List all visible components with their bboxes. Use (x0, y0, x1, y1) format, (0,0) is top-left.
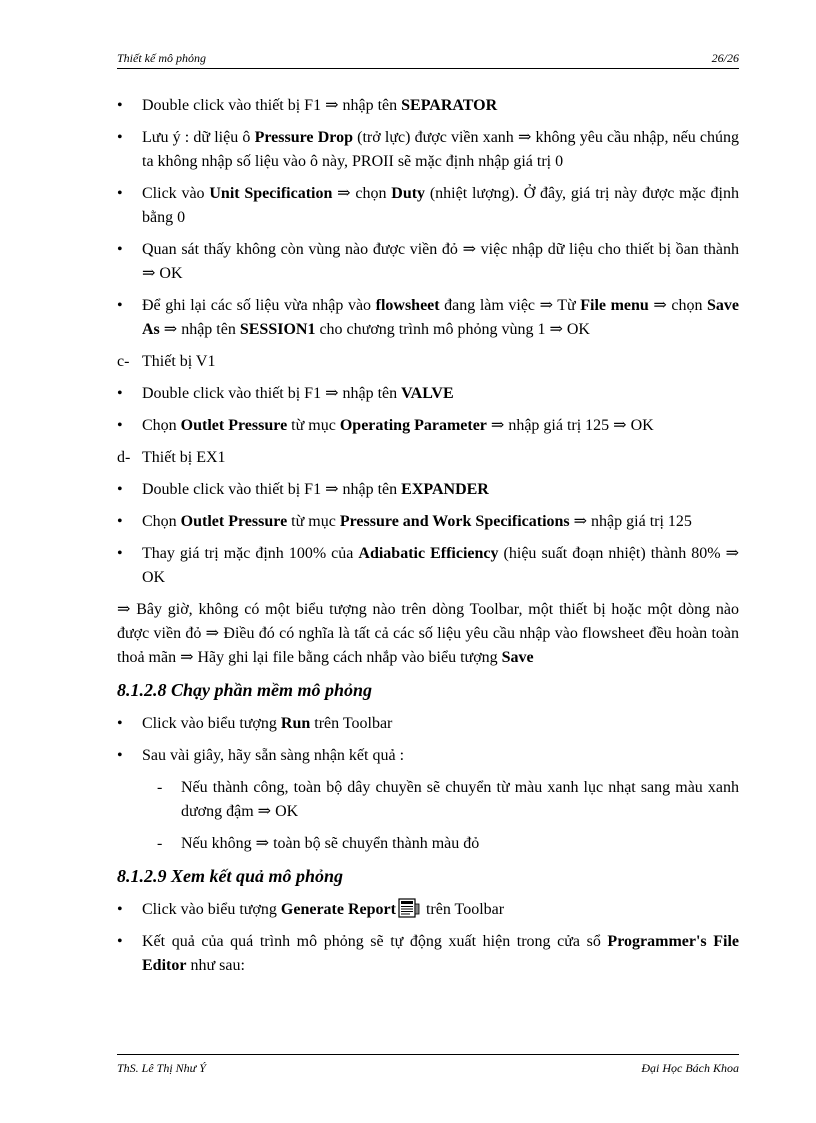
list-item: • Kết quả của quá trình mô phỏng sẽ tự động xuất hiện trong cửa sổ Programmer's File Editor như sau: (117, 930, 739, 978)
subsection-label: d- Thiết bị EX1 (117, 449, 226, 466)
list-item: • Chọn Outlet Pressure từ mục Operating Parameter ⇒ nhập giá trị 125 ⇒ OK (117, 414, 739, 438)
dash-item: - Nếu thành công, toàn bộ dây chuyền sẽ chuyển từ màu xanh lục nhạt sang màu xanh dương đậm ⇒ OK (157, 779, 739, 820)
subsection-label: c- Thiết bị V1 (117, 353, 216, 370)
paragraph: ⇒ Bây giờ, không có một biểu tượng nào trên dòng Toolbar, một thiết bị hoặc một dòng nào được viền đỏ ⇒ Điều đó có nghĩa là tất cả các số liệu yêu cầu nhập vào flowsheet đều hoàn toàn thoả mãn ⇒ Hãy ghi lại file bằng cách nhắp vào biểu tượng Save (117, 601, 739, 666)
list-item: • Double click vào thiết bị F1 ⇒ nhập tên EXPANDER (117, 478, 739, 502)
header-title: Thiết kế mô phỏng (117, 51, 206, 65)
list-item: • Click vào Unit Specification ⇒ chọn Duty (nhiệt lượng). Ở đây, giá trị này được mặc định bằng 0 (117, 182, 739, 230)
dash-item: - Nếu không ⇒ toàn bộ sẽ chuyển thành màu đỏ (157, 835, 480, 852)
page-footer (117, 1054, 739, 1077)
section-heading: 8.1.2.8 Chạy phần mềm mô phỏng (117, 680, 373, 700)
list-item: • Click vào biểu tượng Generate Report trên Toolbar (117, 898, 739, 922)
page-body (117, 94, 739, 986)
footer-author: ThS. Lê Thị Như Ý (117, 1061, 206, 1075)
list-item: • Double click vào thiết bị F1 ⇒ nhập tên SEPARATOR (117, 94, 739, 118)
generate-report-icon (398, 898, 420, 918)
page-number: 26/26 (711, 51, 739, 65)
list-item: • Lưu ý : dữ liệu ô Pressure Drop (trở lực) được viền xanh ⇒ không yêu cầu nhập, nếu chúng ta không nhập số liệu vào ô này, PROII sẽ mặc định nhập giá trị 0 (117, 126, 739, 174)
list-item: • Để ghi lại các số liệu vừa nhập vào flowsheet đang làm việc ⇒ Từ File menu ⇒ chọn Save As ⇒ nhập tên SESSION1 cho chương trình mô phỏng vùng 1 ⇒ OK (117, 294, 739, 342)
list-item: • Quan sát thấy không còn vùng nào được viền đỏ ⇒ việc nhập dữ liệu cho thiết bị ồan thành ⇒ OK (117, 238, 739, 286)
page-header (117, 50, 739, 69)
list-item: • Double click vào thiết bị F1 ⇒ nhập tên VALVE (117, 382, 739, 406)
list-item: • Thay giá trị mặc định 100% của Adiabatic Efficiency (hiệu suất đoạn nhiệt) thành 80% ⇒ OK (117, 542, 739, 590)
list-item: • Click vào biểu tượng Run trên Toolbar (117, 712, 739, 736)
list-item: • Sau vài giây, hãy sẵn sàng nhận kết quả : (117, 744, 739, 768)
list-item: • Chọn Outlet Pressure từ mục Pressure and Work Specifications ⇒ nhập giá trị 125 (117, 510, 739, 534)
footer-institution: Đại Học Bách Khoa (641, 1061, 739, 1075)
section-heading: 8.1.2.9 Xem kết quả mô phỏng (117, 866, 344, 886)
